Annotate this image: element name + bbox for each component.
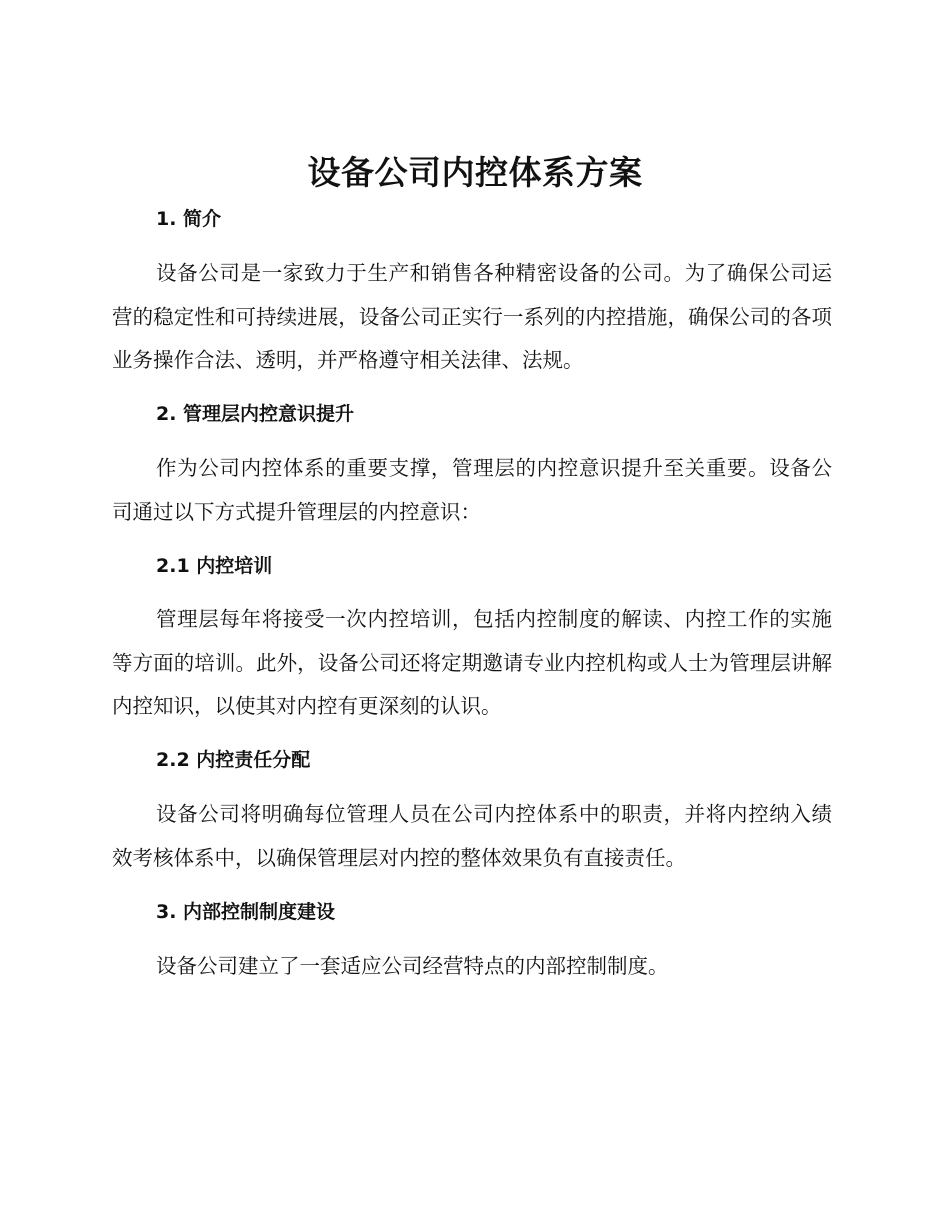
section-paragraph-management-awareness: 作为公司内控体系的重要支撑，管理层的内控意识提升至关重要。设备公司通过以下方式提升管理层的内控意识： [112, 456, 832, 524]
section-heading-management-awareness: 2. 管理层内控意识提升 [156, 403, 355, 425]
section-heading-responsibility: 2.2 内控责任分配 [156, 749, 311, 771]
section-paragraph-responsibility: 设备公司将明确每位管理人员在公司内控体系中的职责，并将内控纳入绩效考核体系中，以确保管理层对内控的整体效果负有直接责任。 [112, 802, 832, 870]
section-heading-internal-control-system: 3. 内部控制制度建设 [156, 901, 336, 923]
section-paragraph-introduction: 设备公司是一家致力于生产和销售各种精密设备的公司。为了确保公司运营的稳定性和可持续进展，设备公司正实行一系列的内控措施，确保公司的各项业务操作合法、透明，并严格遵守相关法律、法规。 [112, 261, 832, 372]
section-paragraph-training: 管理层每年将接受一次内控培训，包括内控制度的解读、内控工作的实施等方面的培训。此外，设备公司还将定期邀请专业内控机构或人士为管理层讲解内控知识，以使其对内控有更深刻的认识。 [112, 607, 832, 718]
section-paragraph-internal-control-system: 设备公司建立了一套适应公司经营特点的内部控制制度。 [156, 954, 669, 978]
section-heading-introduction: 1. 简介 [156, 208, 222, 230]
section-heading-training: 2.1 内控培训 [156, 555, 273, 577]
document-title: 设备公司内控体系方案 [307, 153, 643, 192]
